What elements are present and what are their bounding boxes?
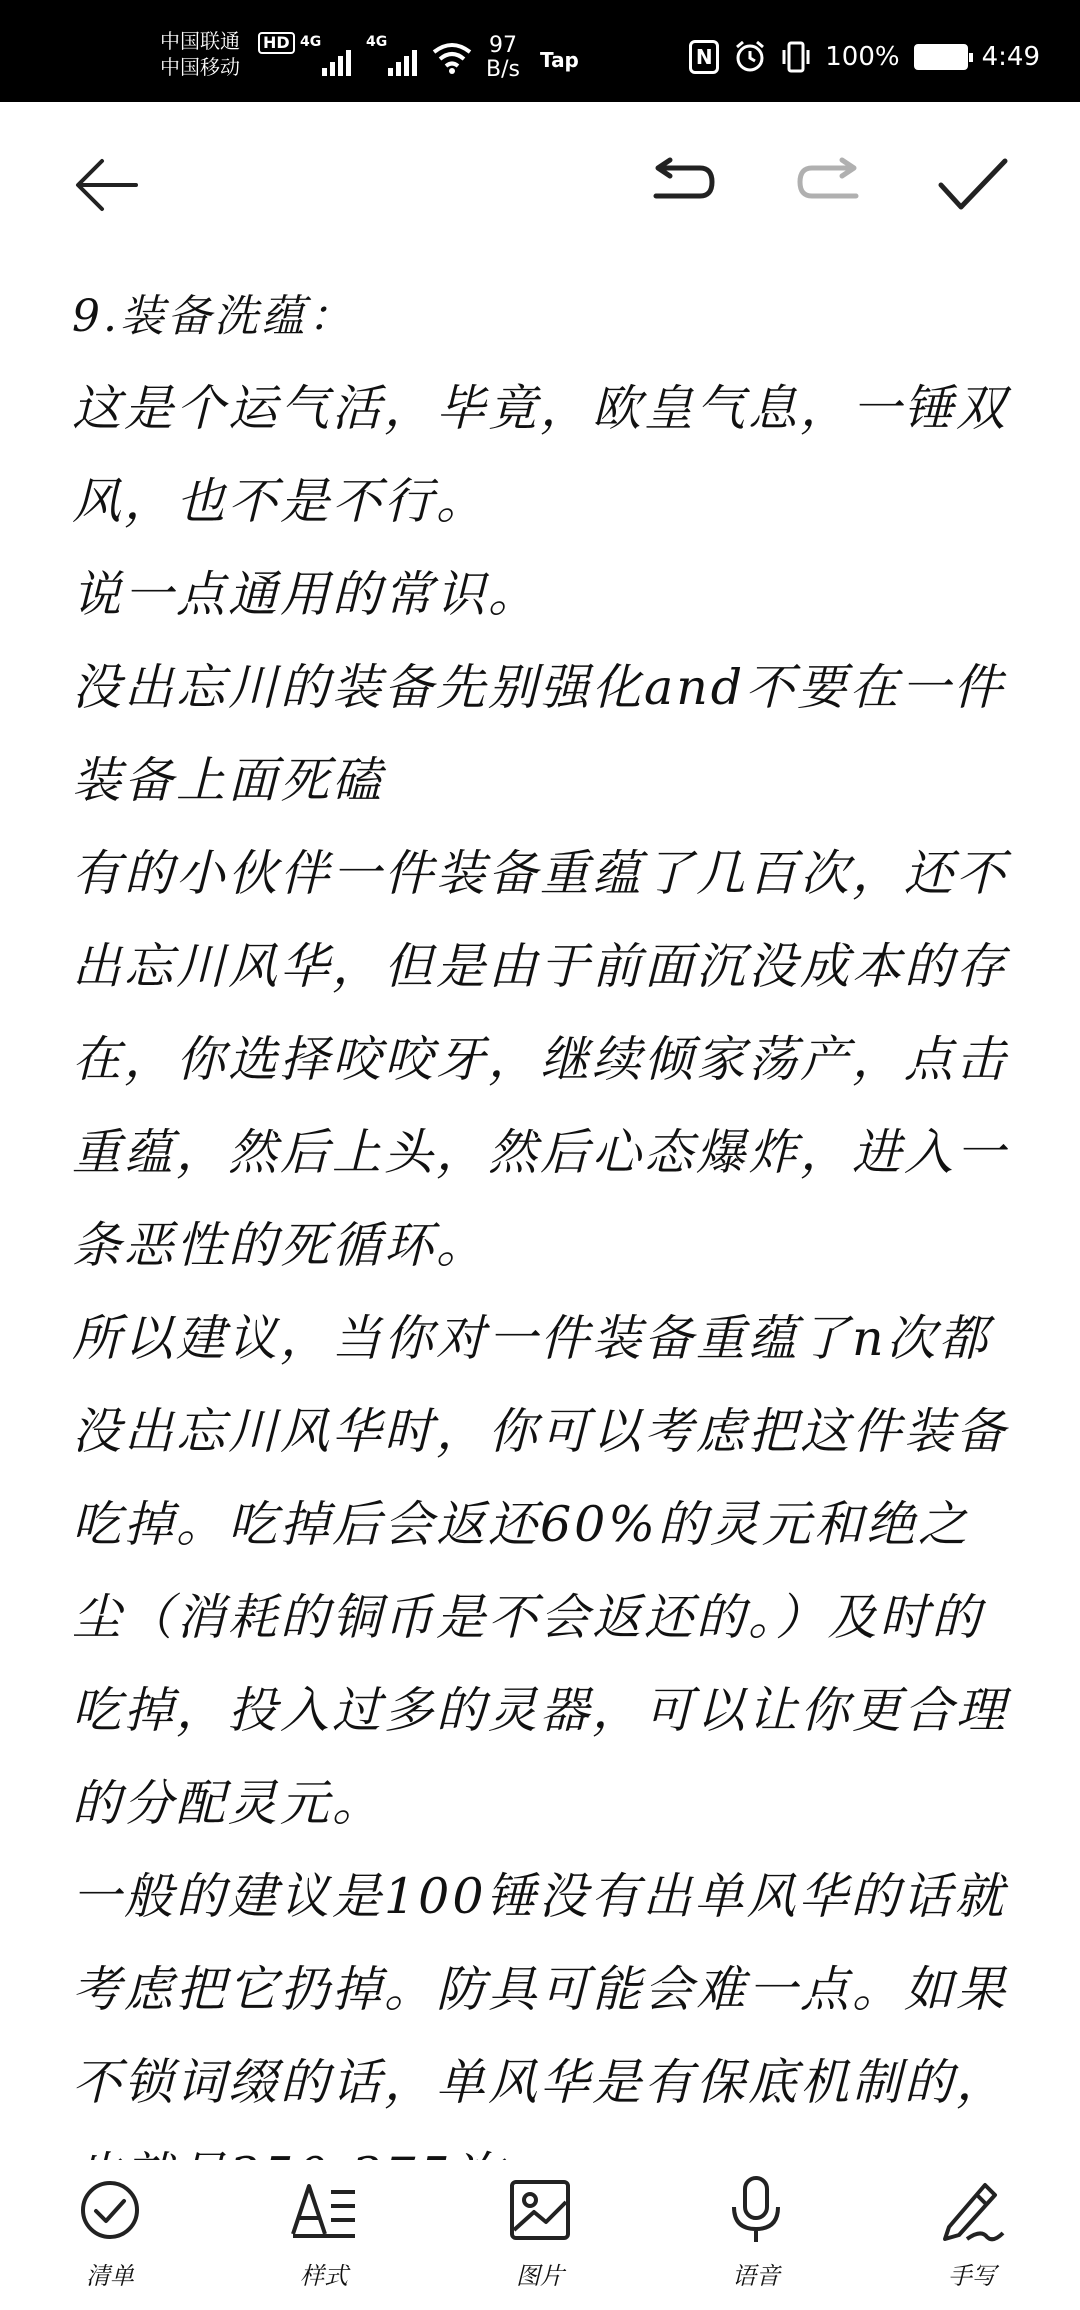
speed-value: 97	[488, 33, 517, 58]
clock: 4:49	[981, 42, 1040, 72]
nfc-icon: N	[689, 40, 719, 74]
note-paragraph: 一般的建议是100锤没有出单风华的话就考虑把它扔掉。防具可能会难一点。如果不锁词缀的话，单风华是有保底机制的，	[72, 1868, 1009, 2111]
handwriting-label: 手写	[948, 2262, 996, 2290]
confirm-button[interactable]	[928, 140, 1018, 230]
text-style-icon	[289, 2180, 359, 2240]
voice-label: 语音	[732, 2262, 780, 2290]
carrier-2: 中国移动	[160, 55, 240, 79]
vibrate-icon	[781, 40, 811, 74]
undo-icon	[648, 160, 718, 210]
arrow-left-icon	[72, 155, 142, 215]
editor-toolbar	[0, 102, 1080, 272]
hd-badge: HD	[258, 32, 295, 54]
note-paragraph: 这是个运气活，毕竟，欧皇气息，一锤双风，也不是不行。	[72, 380, 1009, 530]
undo-button[interactable]	[638, 140, 728, 230]
note-heading: 9.装备洗蕴：	[72, 291, 355, 342]
tap-indicator: Tap	[540, 48, 579, 72]
note-paragraph: 所以建议，当你对一件装备重蕴了n次都没出忘川风华时，你可以考虑把这件装备吃掉。吃掉后会返还60%的灵元和绝之尘（消耗的铜币是不会返还的。）及时的吃掉，投入过多的灵器，可以让你更合理的分配灵元。	[72, 1310, 1009, 1832]
checkmark-icon	[935, 155, 1011, 215]
note-paragraph: 说一点通用的常识。	[72, 566, 541, 623]
note-paragraph: 有的小伙伴一件装备重蕴了几百次，还不出忘川风华，但是由于前面沉没成本的存在，你选择咬咬牙，继续倾家荡产，点击重蕴，然后上头，然后心态爆炸，进入一条恶性的死循环。	[72, 845, 1009, 1274]
back-button[interactable]	[62, 140, 152, 230]
note-editor[interactable]	[72, 282, 1012, 2144]
image-button[interactable]	[470, 2160, 610, 2310]
status-bar	[0, 0, 1080, 102]
carrier-1: 中国联通	[160, 29, 240, 53]
checklist-label: 清单	[86, 2262, 134, 2290]
network-speed	[486, 34, 520, 82]
checklist-circle-icon	[78, 2178, 142, 2242]
redo-button[interactable]	[784, 140, 874, 230]
image-label: 图片	[516, 2262, 564, 2290]
voice-button[interactable]	[686, 2160, 826, 2310]
note-paragraph: 没出忘川的装备先别强化and不要在一件装备上面死磕	[72, 659, 1006, 809]
style-label: 样式	[300, 2262, 348, 2290]
network-1-label: 4G	[300, 34, 322, 50]
network-2-label: 4G	[366, 34, 388, 50]
redo-icon	[794, 160, 864, 210]
style-button[interactable]	[254, 2160, 394, 2310]
microphone-icon	[728, 2175, 784, 2245]
pen-handwriting-icon	[937, 2177, 1007, 2243]
status-right-group	[689, 40, 1040, 74]
checklist-button[interactable]	[40, 2160, 180, 2310]
battery-icon	[914, 44, 968, 70]
carrier-names	[160, 28, 240, 80]
alarm-icon	[733, 40, 767, 74]
battery-percent: 100%	[825, 42, 900, 72]
image-icon	[508, 2178, 572, 2242]
signal-1-icon	[300, 34, 351, 76]
bottom-toolbar	[0, 2160, 1080, 2310]
handwriting-button[interactable]	[902, 2160, 1042, 2310]
speed-unit: B/s	[486, 57, 520, 82]
wifi-icon	[430, 40, 474, 74]
signal-2-icon	[366, 34, 417, 76]
